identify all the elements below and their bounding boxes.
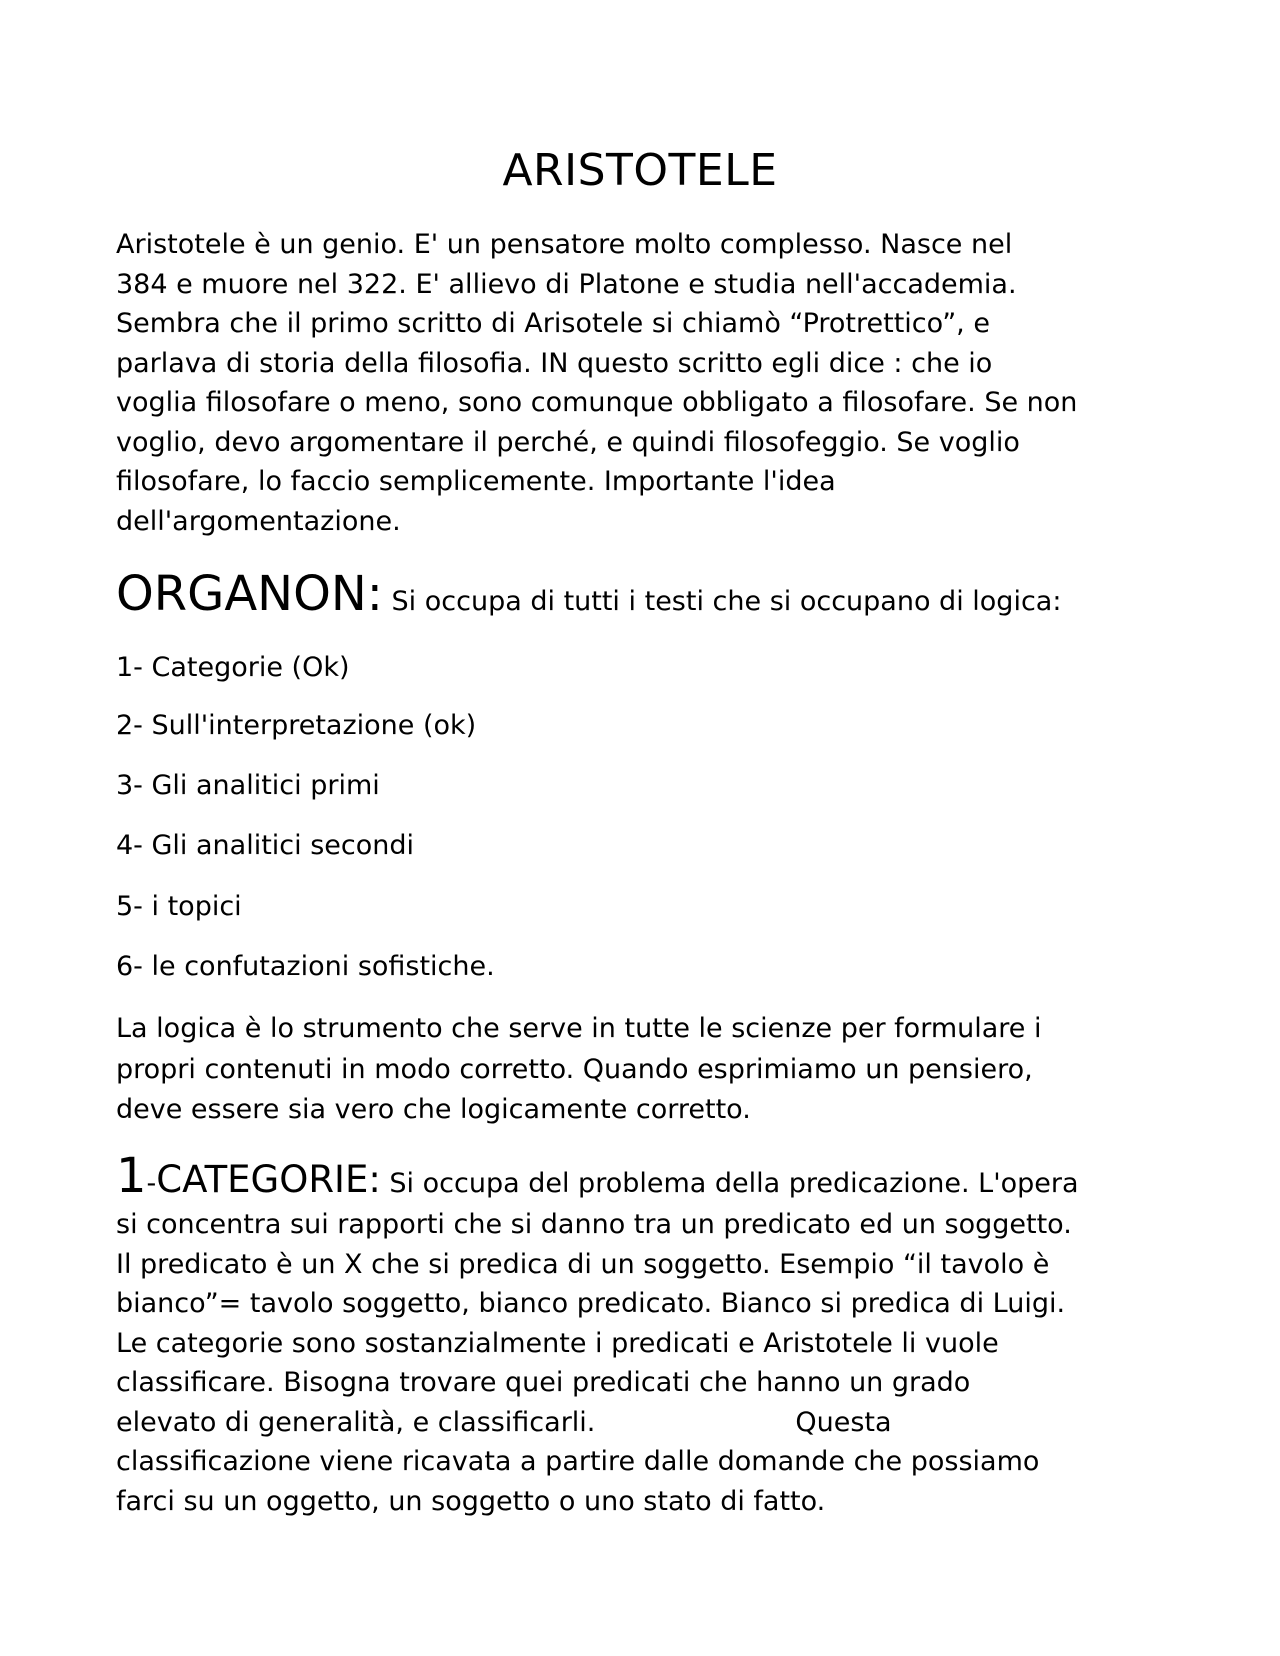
- intro-line: voglia filosofare o meno, sono comunque obbligato a filosofare. Se non: [116, 387, 1078, 418]
- intro-line: 384 e muore nel 322. E' allievo di Platone e studia nell'accademia.: [116, 268, 1017, 300]
- categorie-line: Le categorie sono sostanzialmente i predicati e Aristotele li vuole: [116, 1327, 999, 1359]
- categorie-line: classificare. Bisogna trovare quei predicati che hanno un grado: [116, 1367, 971, 1398]
- categorie-gap-line-right: Questa: [795, 1406, 892, 1438]
- categorie-line: si concentra sui rapporti che si danno tra un predicato ed un soggetto.: [116, 1209, 1072, 1240]
- categorie-paragraph: [116, 1148, 1186, 1521]
- organon-list-item: 6- le confutazioni sofistiche.: [116, 951, 495, 982]
- organon-list-item: 5- i topici: [116, 891, 242, 922]
- intro-line: parlava di storia della filosofia. IN questo scritto egli dice : che io: [116, 347, 993, 379]
- intro-line: Aristotele è un genio. E' un pensatore molto complesso. Nasce nel: [116, 229, 1013, 260]
- logic-line: La logica è lo strumento che serve in tutte le scienze per formulare i: [116, 1013, 1042, 1044]
- organon-heading: ORGANON:: [116, 566, 383, 622]
- categorie-heading: CATEGORIE:: [156, 1158, 381, 1201]
- intro-line: Sembra che il primo scritto di Arisotele si chiamò “Protrettico”, e: [116, 308, 990, 339]
- organon-description: Si occupa di tutti i testi che si occupano di logica:: [391, 586, 1062, 617]
- categorie-line: farci su un oggetto, un soggetto o uno stato di fatto.: [116, 1485, 826, 1517]
- organon-list-item: 3- Gli analitici primi: [116, 770, 380, 801]
- logic-line: propri contenuti in modo corretto. Quando esprimiamo un pensiero,: [116, 1053, 1033, 1085]
- categorie-first-line-text: Si occupa del problema della predicazione. L'opera: [389, 1168, 1079, 1199]
- categorie-separator: -: [146, 1168, 157, 1199]
- categorie-number: 1: [116, 1148, 147, 1204]
- intro-line: filosofare, lo faccio semplicemente. Importante l'idea: [116, 466, 836, 497]
- organon-list-item: 4- Gli analitici secondi: [116, 830, 415, 861]
- organon-list-item: 2- Sull'interpretazione (ok): [116, 710, 477, 741]
- organon-list-item: 1- Categorie (Ok): [116, 652, 350, 683]
- intro-paragraph: [116, 225, 1186, 541]
- logic-line: deve essere sia vero che logicamente corretto.: [116, 1094, 751, 1125]
- logic-paragraph: [116, 1009, 1186, 1131]
- intro-line: dell'argomentazione.: [116, 505, 401, 537]
- categorie-gap-line-left: elevato di generalità, e classificarli.: [116, 1406, 596, 1438]
- categorie-heading-line: [116, 1148, 1186, 1209]
- organon-heading-line: [116, 564, 1061, 632]
- categorie-line: Il predicato è un X che si predica di un soggetto. Esempio “il tavolo è: [116, 1248, 1050, 1280]
- page-title: ARISTOTELE: [502, 145, 778, 196]
- categorie-line: bianco”= tavolo soggetto, bianco predicato. Bianco si predica di Luigi.: [116, 1288, 1066, 1319]
- categorie-gap-line: [116, 1403, 1186, 1443]
- intro-line: voglio, devo argomentare il perché, e quindi filosofeggio. Se voglio: [116, 426, 1020, 458]
- categorie-line: classificazione viene ricavata a partire dalle domande che possiamo: [116, 1446, 1040, 1477]
